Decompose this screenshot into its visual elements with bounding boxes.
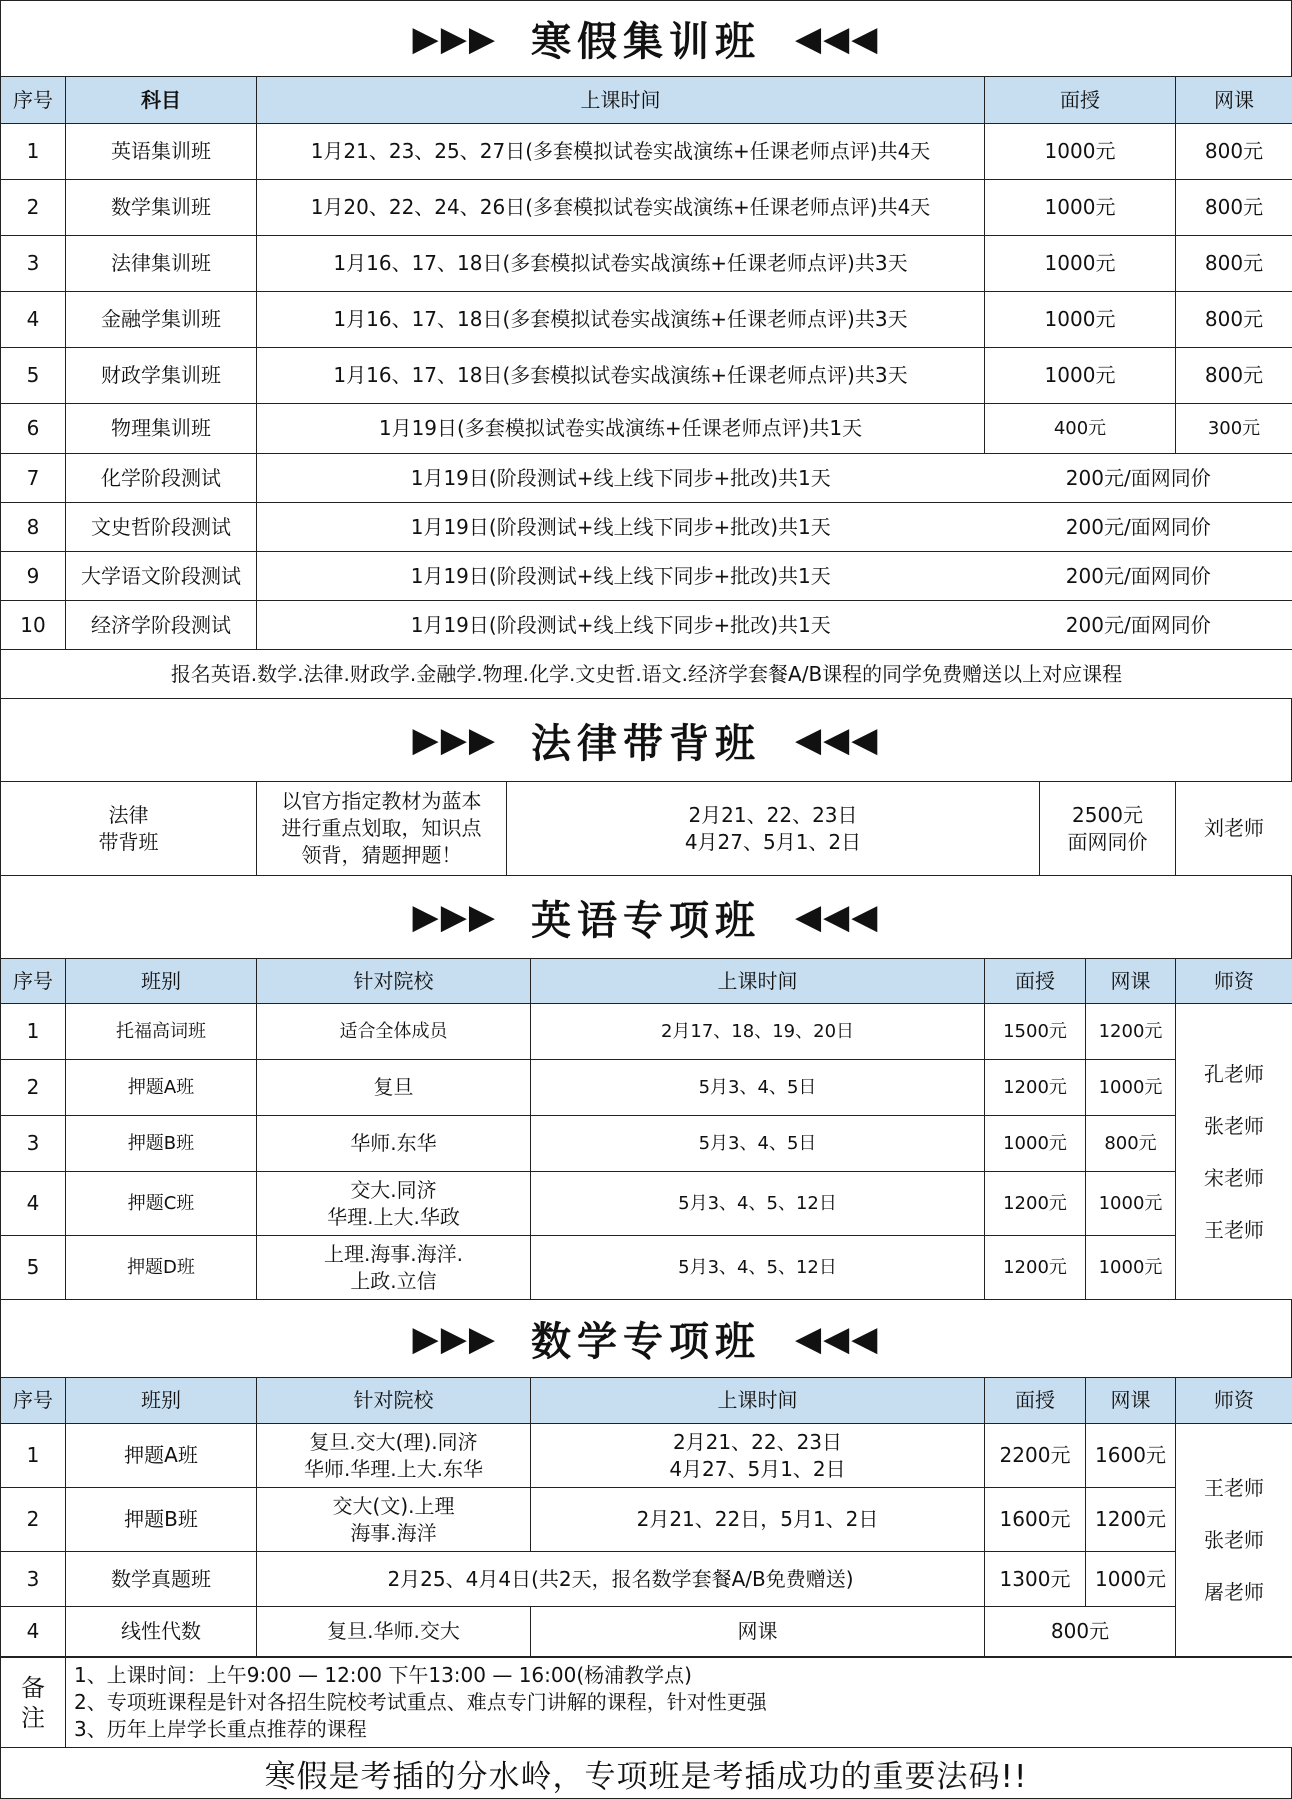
english-title: 英语专项班: [531, 897, 761, 944]
math-header-row: [1, 1378, 1292, 1424]
table-row: [1, 503, 1292, 552]
winter-table: [0, 76, 1292, 699]
row-time: 5月3、4、5日: [531, 1116, 985, 1172]
right-arrows-icon: ▶▶▶: [412, 897, 497, 937]
teacher-name: 张老师: [1204, 1113, 1264, 1138]
row-online-price: 1200元: [1086, 1488, 1176, 1552]
row-time: 5月3、4、5、12日: [531, 1236, 985, 1300]
row-class: 押题A班: [66, 1060, 257, 1116]
header-school: 针对院校: [257, 959, 531, 1004]
english-table: [0, 958, 1292, 1300]
row-no: 4: [1, 1172, 66, 1236]
row-time: 1月21、23、25、27日(多套模拟试卷实战演练+任课老师点评)共4天: [257, 124, 985, 180]
row-face-price: 1500元: [985, 1004, 1086, 1060]
row-no: 7: [1, 454, 66, 503]
header-no: 序号: [1, 1378, 66, 1424]
header-face: 面授: [985, 1378, 1086, 1424]
row-time: 1月19日(阶段测试+线上线下同步+批改)共1天: [257, 454, 985, 503]
table-row: [1, 782, 1292, 876]
teacher-name: 屠老师: [1204, 1580, 1264, 1604]
row-class: 押题B班: [66, 1488, 257, 1552]
law-time: 2月21、22、23日 4月27、5月1、2日: [507, 782, 1040, 876]
row-class: 押题C班: [66, 1172, 257, 1236]
row-no: 5: [1, 1236, 66, 1300]
english-teachers: [1176, 1004, 1292, 1300]
row-online-price: 1000元: [1086, 1552, 1176, 1607]
right-arrows-icon: ▶▶▶: [412, 720, 497, 760]
row-school: 适合全体成员: [257, 1004, 531, 1060]
row-face-price: 1000元: [985, 180, 1176, 236]
row-no: 5: [1, 348, 66, 404]
table-row: [1, 1236, 1292, 1300]
law-table: [0, 781, 1292, 876]
math-title: 数学专项班: [531, 1319, 761, 1365]
row-online-price: 1600元: [1086, 1424, 1176, 1488]
law-class-name: 法律 带背班: [1, 782, 257, 876]
row-time: 1月20、22、24、26日(多套模拟试卷实战演练+任课老师点评)共4天: [257, 180, 985, 236]
row-school: 复旦: [257, 1060, 531, 1116]
row-time: 2月21、22、23日 4月27、5月1、2日: [531, 1424, 985, 1488]
header-time: 上课时间: [531, 1378, 985, 1424]
footer-slogan: 寒假是考插的分水岭，专项班是考插成功的重要法码!!: [0, 1748, 1292, 1799]
row-time: 1月19日(阶段测试+线上线下同步+批改)共1天: [257, 503, 985, 552]
row-no: 4: [1, 292, 66, 348]
row-face-price: 1000元: [985, 236, 1176, 292]
law-title-banner: [0, 699, 1292, 781]
header-teachers: 师资: [1176, 959, 1292, 1004]
header-face: 面授: [985, 77, 1176, 124]
row-face-price: 1300元: [985, 1552, 1086, 1607]
row-subject: 经济学阶段测试: [66, 601, 257, 650]
row-no: 3: [1, 236, 66, 292]
row-time: 网课: [531, 1607, 985, 1657]
row-no: 1: [1, 1004, 66, 1060]
row-time: 1月19日(阶段测试+线上线下同步+批改)共1天: [257, 552, 985, 601]
header-class: 班别: [66, 1378, 257, 1424]
teacher-name: 孔老师: [1204, 1061, 1264, 1086]
row-subject: 化学阶段测试: [66, 454, 257, 503]
row-online-price: 800元: [1176, 124, 1292, 180]
row-online-price: 1000元: [1086, 1060, 1176, 1116]
row-time: 1月16、17、18日(多套模拟试卷实战演练+任课老师点评)共3天: [257, 292, 985, 348]
row-class: 托福高词班: [66, 1004, 257, 1060]
row-face-price: 1000元: [985, 348, 1176, 404]
row-face-price: 1000元: [985, 124, 1176, 180]
row-face-price: 1000元: [985, 1116, 1086, 1172]
row-price: 200元/面网同价: [985, 454, 1292, 503]
row-face-price: 400元: [985, 404, 1176, 454]
row-online-price: 800元: [1176, 180, 1292, 236]
table-row: [1, 1116, 1292, 1172]
right-arrows-icon: ▶▶▶: [412, 1318, 497, 1359]
math-teachers: [1176, 1424, 1292, 1657]
table-row: [1, 601, 1292, 650]
row-time: 1月19日(多套模拟试卷实战演练+任课老师点评)共1天: [257, 404, 985, 454]
row-class: 押题D班: [66, 1236, 257, 1300]
row-face-price: 1200元: [985, 1172, 1086, 1236]
header-time: 上课时间: [257, 77, 985, 124]
table-row: [1, 124, 1292, 180]
winter-note: 报名英语.数学.法律.财政学.金融学.物理.化学.文史哲.语文.经济学套餐A/B课程的同学免费赠送以上对应课程: [1, 650, 1292, 699]
left-arrows-icon: ◀◀◀: [795, 18, 880, 59]
row-price: 800元: [985, 1607, 1176, 1657]
table-row: [1, 236, 1292, 292]
header-school: 针对院校: [257, 1378, 531, 1424]
table-row: [1, 454, 1292, 503]
header-subject: 科目: [66, 77, 257, 124]
row-no: 9: [1, 552, 66, 601]
remark-line: 3、历年上岸学长重点推荐的课程: [74, 1717, 367, 1741]
row-subject: 金融学集训班: [66, 292, 257, 348]
row-school: 交大.同济 华理.上大.华政: [257, 1172, 531, 1236]
row-online-price: 800元: [1176, 292, 1292, 348]
row-face-price: 1200元: [985, 1236, 1086, 1300]
table-row: [1, 1424, 1292, 1488]
row-no: 2: [1, 1488, 66, 1552]
row-subject: 数学集训班: [66, 180, 257, 236]
row-school: 华师.东华: [257, 1116, 531, 1172]
math-title-banner: [0, 1300, 1292, 1377]
row-no: 2: [1, 180, 66, 236]
table-row: [1, 1004, 1292, 1060]
teacher-name: 张老师: [1204, 1528, 1264, 1552]
math-table: [0, 1377, 1292, 1657]
header-online: 网课: [1086, 1378, 1176, 1424]
row-class: 线性代数: [66, 1607, 257, 1657]
row-no: 8: [1, 503, 66, 552]
table-row: [1, 552, 1292, 601]
row-online-price: 800元: [1086, 1116, 1176, 1172]
law-teacher: 刘老师: [1176, 782, 1292, 876]
row-price: 200元/面网同价: [985, 601, 1292, 650]
remark-line: 1、上课时间：上午9:00 — 12:00 下午13:00 — 16:00(杨浦教学点): [74, 1663, 692, 1687]
table-row: [1, 1607, 1292, 1657]
row-time: 5月3、4、5日: [531, 1060, 985, 1116]
header-online: 网课: [1086, 959, 1176, 1004]
header-face: 面授: [985, 959, 1086, 1004]
row-online-price: 300元: [1176, 404, 1292, 454]
row-subject: 财政学集训班: [66, 348, 257, 404]
row-subject: 法律集训班: [66, 236, 257, 292]
winter-header-row: [1, 77, 1292, 124]
header-no: 序号: [1, 959, 66, 1004]
remarks-text: [66, 1658, 1292, 1748]
row-time: 2月25、4月4日(共2天，报名数学套餐A/B免费赠送): [257, 1552, 985, 1607]
right-arrows-icon: ▶▶▶: [412, 18, 497, 59]
remarks-table: [0, 1657, 1292, 1748]
row-online-price: 800元: [1176, 236, 1292, 292]
row-subject: 文史哲阶段测试: [66, 503, 257, 552]
row-class: 数学真题班: [66, 1552, 257, 1607]
row-subject: 英语集训班: [66, 124, 257, 180]
row-no: 4: [1, 1607, 66, 1657]
row-time: 1月16、17、18日(多套模拟试卷实战演练+任课老师点评)共3天: [257, 236, 985, 292]
winter-title: 寒假集训班: [531, 19, 761, 65]
remarks-label: 备 注: [1, 1658, 66, 1748]
row-no: 6: [1, 404, 66, 454]
row-face-price: 1000元: [985, 292, 1176, 348]
row-no: 3: [1, 1116, 66, 1172]
left-arrows-icon: ◀◀◀: [795, 720, 880, 760]
english-header-row: [1, 959, 1292, 1004]
row-school: 复旦.交大(理).同济 华师.华理.上大.东华: [257, 1424, 531, 1488]
table-row: [1, 1172, 1292, 1236]
law-price: 2500元 面网同价: [1040, 782, 1176, 876]
row-no: 1: [1, 124, 66, 180]
winter-title-banner: [0, 0, 1292, 76]
teacher-name: 王老师: [1204, 1217, 1264, 1242]
row-time: 5月3、4、5、12日: [531, 1172, 985, 1236]
header-class: 班别: [66, 959, 257, 1004]
row-price: 200元/面网同价: [985, 503, 1292, 552]
row-face-price: 1600元: [985, 1488, 1086, 1552]
row-online-price: 1200元: [1086, 1004, 1176, 1060]
row-no: 3: [1, 1552, 66, 1607]
row-face-price: 1200元: [985, 1060, 1086, 1116]
row-class: 押题A班: [66, 1424, 257, 1488]
header-online: 网课: [1176, 77, 1292, 124]
row-online-price: 800元: [1176, 348, 1292, 404]
row-subject: 物理集训班: [66, 404, 257, 454]
left-arrows-icon: ◀◀◀: [795, 1318, 880, 1359]
row-time: 2月17、18、19、20日: [531, 1004, 985, 1060]
left-arrows-icon: ◀◀◀: [795, 897, 880, 937]
teacher-name: 宋老师: [1204, 1165, 1264, 1190]
header-teachers: 师资: [1176, 1378, 1292, 1424]
row-time: 2月21、22日，5月1、2日: [531, 1488, 985, 1552]
row-time: 1月16、17、18日(多套模拟试卷实战演练+任课老师点评)共3天: [257, 348, 985, 404]
row-school: 交大(文).上理 海事.海洋: [257, 1488, 531, 1552]
law-title: 法律带背班: [531, 720, 761, 767]
winter-note-row: [1, 650, 1292, 699]
row-school: 上理.海事.海洋. 上政.立信: [257, 1236, 531, 1300]
row-class: 押题B班: [66, 1116, 257, 1172]
table-row: [1, 180, 1292, 236]
row-school: 复旦.华师.交大: [257, 1607, 531, 1657]
row-online-price: 1000元: [1086, 1172, 1176, 1236]
row-time: 1月19日(阶段测试+线上线下同步+批改)共1天: [257, 601, 985, 650]
table-row: [1, 1488, 1292, 1552]
table-row: [1, 1060, 1292, 1116]
header-time: 上课时间: [531, 959, 985, 1004]
table-row: [1, 348, 1292, 404]
row-online-price: 1000元: [1086, 1236, 1176, 1300]
row-price: 200元/面网同价: [985, 552, 1292, 601]
table-row: [1, 1552, 1292, 1607]
remarks-row: [1, 1658, 1292, 1748]
law-description: 以官方指定教材为蓝本 进行重点划取，知识点 领背，猜题押题！: [257, 782, 507, 876]
row-no: 10: [1, 601, 66, 650]
header-no: 序号: [1, 77, 66, 124]
row-face-price: 2200元: [985, 1424, 1086, 1488]
row-subject: 大学语文阶段测试: [66, 552, 257, 601]
remark-line: 2、专项班课程是针对各招生院校考试重点、难点专门讲解的课程，针对性更强: [74, 1690, 767, 1714]
teacher-name: 王老师: [1204, 1476, 1264, 1500]
table-row: [1, 404, 1292, 454]
row-no: 2: [1, 1060, 66, 1116]
table-row: [1, 292, 1292, 348]
row-no: 1: [1, 1424, 66, 1488]
english-title-banner: [0, 876, 1292, 958]
